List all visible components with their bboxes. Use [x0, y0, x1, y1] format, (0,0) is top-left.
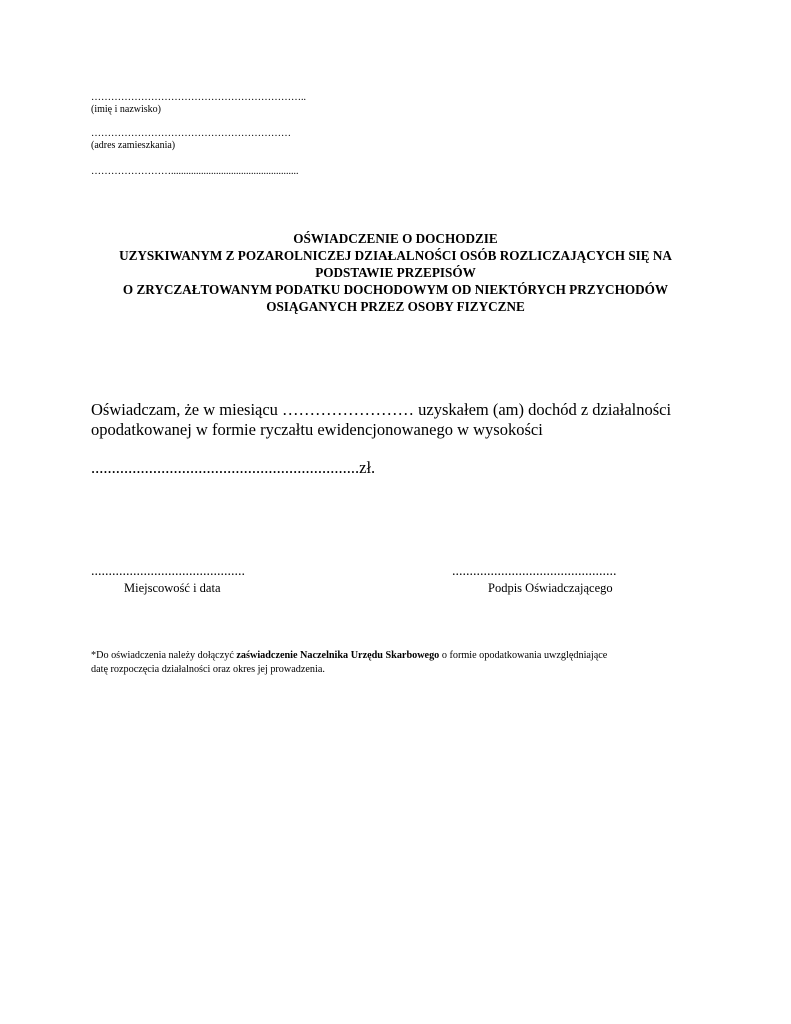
place-date-dots: ............................................ [91, 564, 245, 579]
statement-line: opodatkowanej w formie ryczałtu ewidencjonowanego w wysokości [91, 420, 543, 439]
address-second-line-dots: ……………………................................................... [91, 166, 299, 177]
statement-text [91, 400, 691, 440]
title-line: PODSTAWIE PRZEPISÓW [315, 265, 476, 280]
title-line: OŚWIADCZENIE O DOCHODZIE [293, 231, 498, 246]
title-line: UZYSKIWANYM Z POZAROLNICZEJ DZIAŁALNOŚCI OSÓB ROZLICZAJĄCYCH SIĘ NA [119, 248, 672, 263]
footnote-prefix: *Do oświadczenia należy dołączyć [91, 650, 237, 661]
title-line: OSIĄGANYCH PRZEZ OSOBY FIZYCZNE [266, 299, 525, 314]
footnote-bold: zaświadczenie Naczelnika Urzędu Skarbowego [236, 650, 440, 661]
address-label: (adres zamieszkania) [91, 140, 176, 151]
signature-dots: ............................................... [452, 564, 617, 579]
address-dots: …………………………………………………… [91, 128, 291, 139]
footnote-suffix: o formie opodatkowania uwzględniające [439, 650, 608, 661]
title-line: O ZRYCZAŁTOWANYM PODATKU DOCHODOWYM OD NIEKTÓRYCH PRZYCHODÓW [122, 282, 669, 297]
document-title [60, 230, 731, 315]
name-label: (imię i nazwisko) [91, 104, 161, 115]
amount-field: .................................................................zł. [91, 458, 376, 477]
name-dots: ……………………………………………………….. [91, 92, 306, 103]
signature-label: Podpis Oświadczającego [488, 581, 613, 595]
footnote-line [91, 649, 711, 663]
statement-line: Oświadczam, że w miesiącu …………………… uzyskałem (am) dochód z działalności [91, 400, 672, 419]
footnote [91, 649, 711, 677]
place-date-label: Miejscowość i data [124, 581, 221, 595]
footnote-line: datę rozpoczęcia działalności oraz okres jej prowadzenia. [91, 664, 325, 675]
